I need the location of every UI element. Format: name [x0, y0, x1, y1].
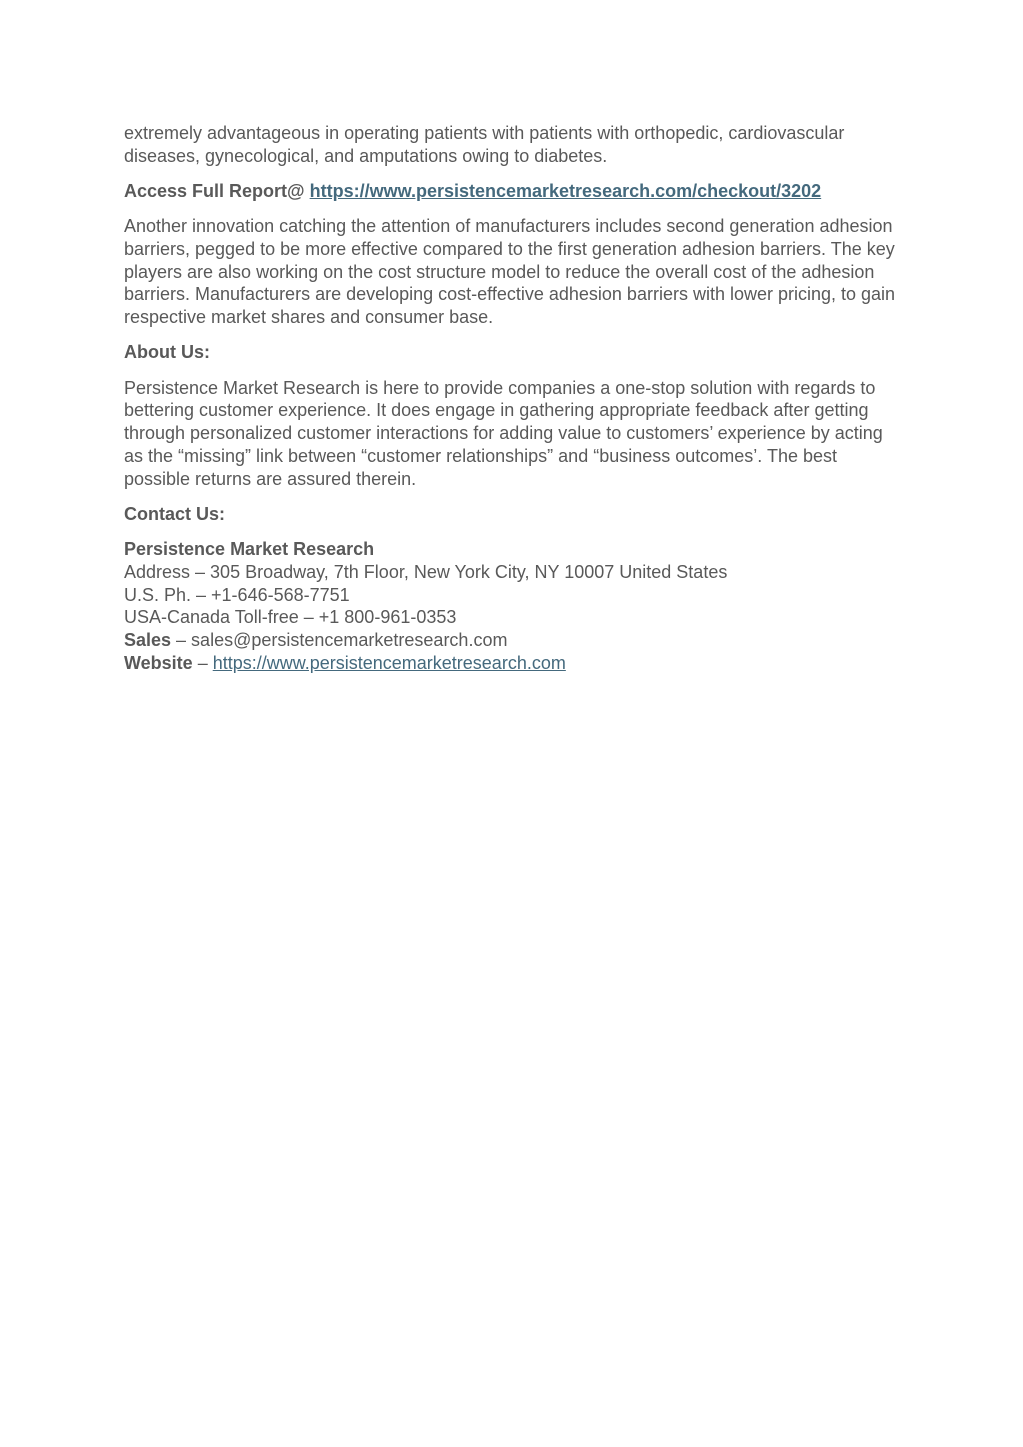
contact-block [124, 538, 904, 674]
address-line: Address – 305 Broadway, 7th Floor, New York City, NY 10007 United States [124, 561, 728, 582]
intro-continuation: extremely advantageous in operating patients with patients with orthopedic, cardiovascular diseases, gynecological, and amputations owing to diabetes. [124, 123, 845, 166]
sales-line [124, 629, 904, 652]
access-full-report [124, 180, 904, 203]
website-line [124, 652, 904, 675]
innovation-paragraph: Another innovation catching the attention of manufacturers includes second generation adhesion barriers, pegged to be more effective compared to the first generation adhesion barriers. The key players are also working on the cost structure model to reduce the overall cost of the adhesion barriers. Manufacturers are developing cost-effective adhesion barriers with lower pricing, to gain respective market shares and consumer base. [124, 216, 896, 328]
about-heading: About Us: [124, 342, 210, 363]
checkout-link[interactable]: https://www.persistencemarketresearch.com/checkout/3202 [309, 181, 822, 201]
about-text: Persistence Market Research is here to provide companies a one-stop solution with regards to bettering customer experience. It does engage in gathering appropriate feedback after getting through personalized customer interactions for adding value to customers’ experience by acting as the “missing” link between “customer relationships” and “business outcomes’. The best possible returns are assured therein. [124, 377, 883, 489]
tollfree-line: USA-Canada Toll-free – +1 800-961-0353 [124, 607, 457, 628]
company-name: Persistence Market Research [124, 539, 375, 560]
sales-email: – sales@persistencemarketresearch.com [171, 629, 508, 650]
contact-heading: Contact Us: [124, 503, 226, 524]
sales-label: Sales [124, 629, 172, 650]
website-link[interactable]: https://www.persistencemarketresearch.com [212, 652, 566, 673]
document-page [124, 122, 904, 687]
website-separator: – [192, 652, 213, 673]
phone-line: U.S. Ph. – +1-646-568-7751 [124, 584, 350, 605]
website-label: Website [124, 652, 193, 673]
access-label: Access Full Report@ [124, 181, 305, 201]
